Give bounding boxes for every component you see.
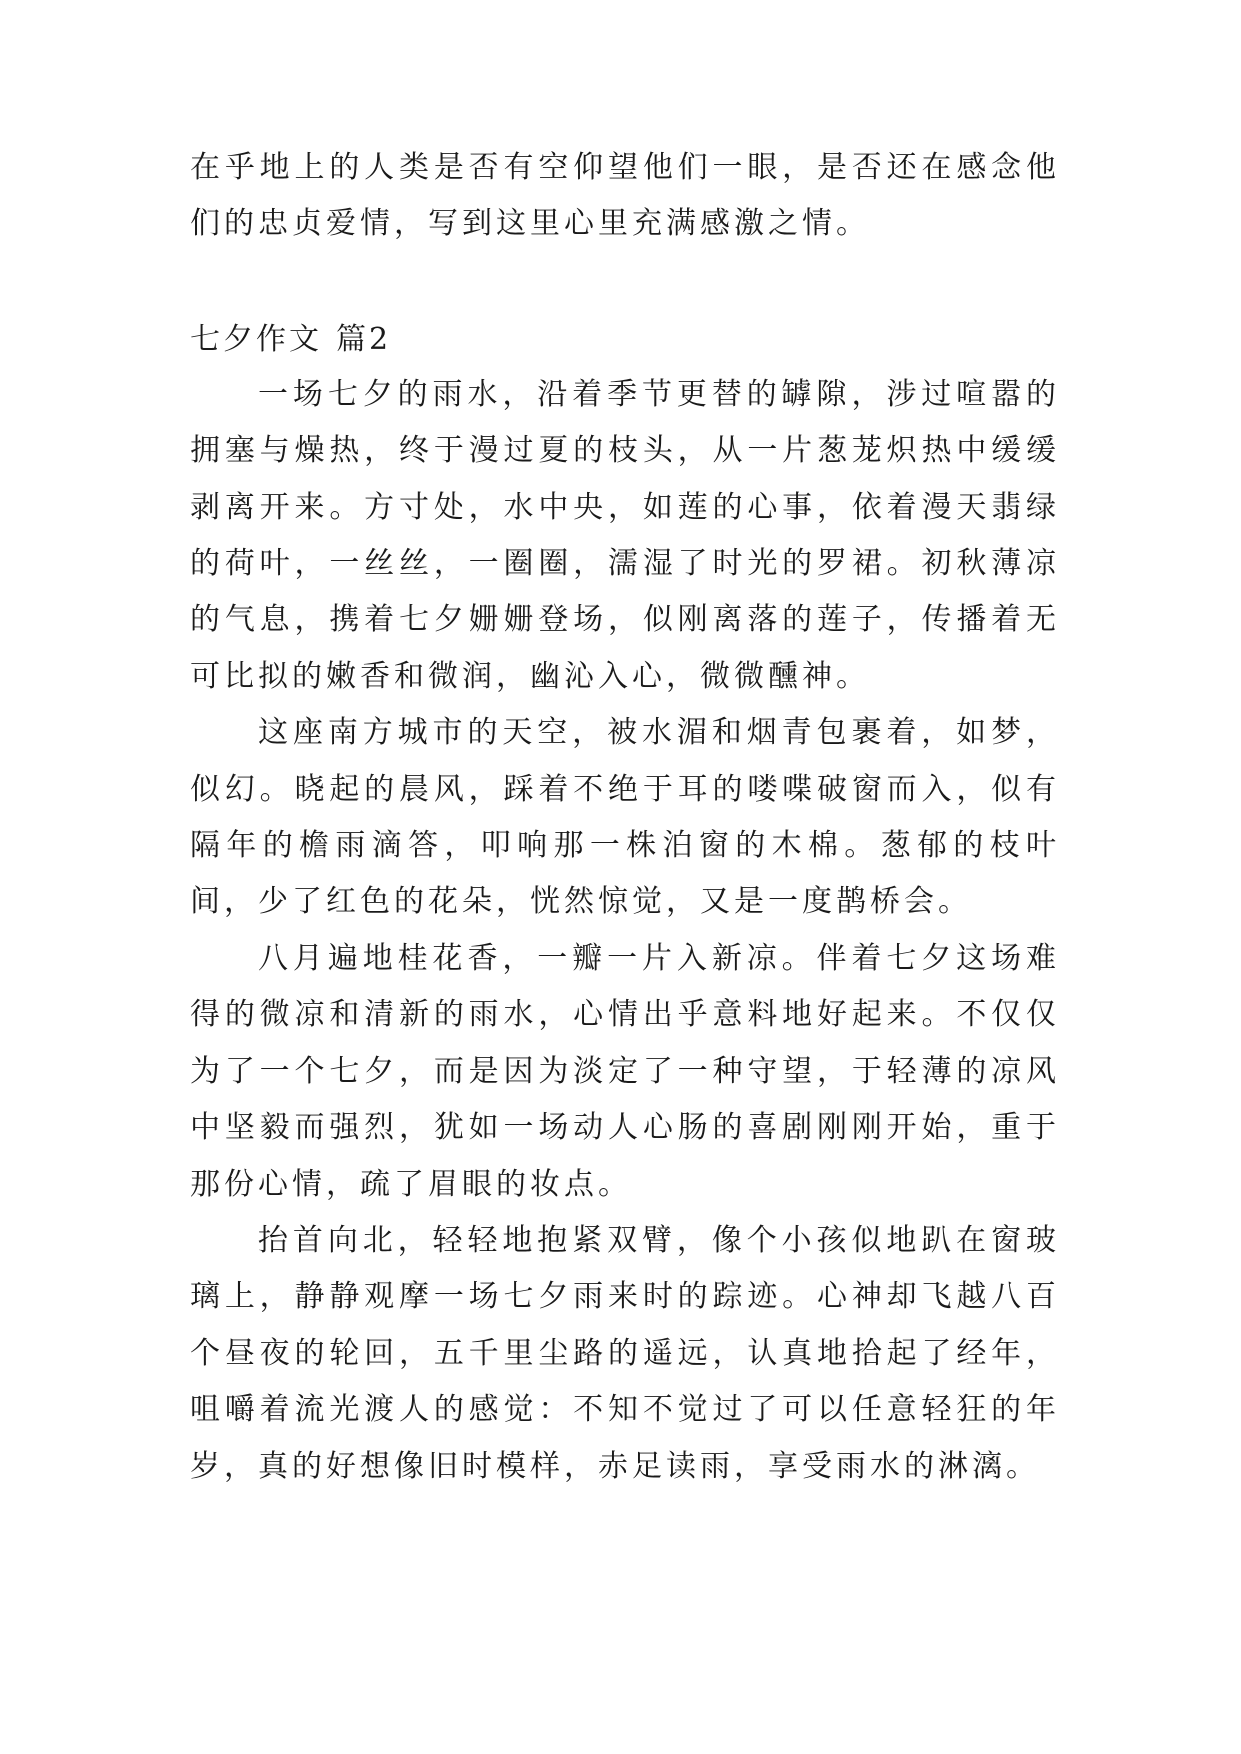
- body-paragraph: 抬首向北，轻轻地抱紧双臂，像个小孩似地趴在窗玻璃上，静静观摩一场七夕雨来时的踪迹。心神却飞越八百个昼夜的轮回，五千里尘路的遥远，认真地拾起了经年，咀嚼着流光渡人的感觉：不知不觉过了可以任意轻狂的年岁，真的好想像旧时模样，赤足读雨，享受雨水的淋漓。: [190, 1222, 1060, 1484]
- body-paragraph: 这座南方城市的天空，被水湄和烟青包裹着，如梦，似幻。晓起的晨风，踩着不绝于耳的喽喋破窗而入，似有隔年的檐雨滴答，叩响那一株泊窗的木棉。葱郁的枝叶间，少了红色的花朵，恍然惊觉，又是一度鹊桥会。: [190, 715, 1060, 920]
- document-body: [190, 140, 1060, 1495]
- section-title: 七夕作文: [190, 321, 322, 357]
- section-heading: [190, 313, 1060, 367]
- continuation-paragraph: 在乎地上的人类是否有空仰望他们一眼，是否还在感念他们的忠贞爱情，写到这里心里充满感激之情。: [190, 150, 1060, 242]
- section-gap: [190, 253, 1060, 313]
- body-paragraph: 一场七夕的雨水，沿着季节更替的罅隙，涉过喧嚣的拥塞与燥热，终于漫过夏的枝头，从一片葱茏炽热中缓缓剥离开来。方寸处，水中央，如莲的心事，依着漫天翡绿的荷叶，一丝丝，一圈圈，濡湿了时光的罗裙。初秋薄凉的气息，携着七夕姗姗登场，似刚离落的莲子，传播着无可比拟的嫩香和微润，幽沁入心，微微醺神。: [190, 376, 1060, 694]
- section-number: 篇2: [336, 321, 392, 357]
- body-paragraph: 八月遍地桂花香，一瓣一片入新凉。伴着七夕这场难得的微凉和清新的雨水，心情出乎意料地好起来。不仅仅为了一个七夕，而是因为淡定了一种守望，于轻薄的凉风中坚毅而强烈，犹如一场动人心肠的喜剧刚刚开始，重于那份心情，疏了眉眼的妆点。: [190, 940, 1060, 1202]
